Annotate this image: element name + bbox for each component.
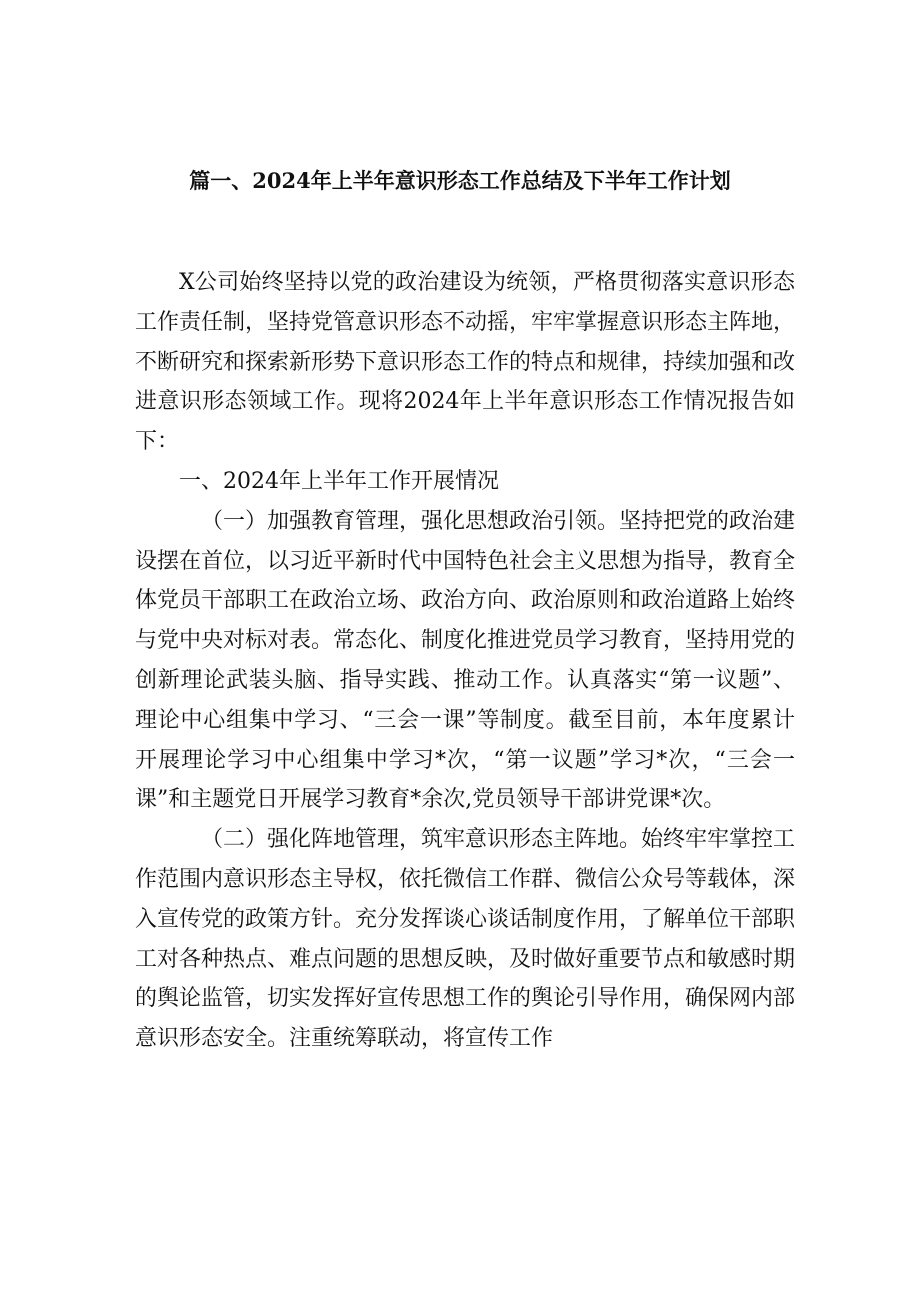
- document-body: [135, 263, 795, 1059]
- section-heading-1: 一、2024年上半年工作开展情况: [179, 468, 499, 494]
- document-title: 篇一、2024年上半年意识形态工作总结及下半年工作计划: [189, 168, 731, 193]
- subsection-paragraph-1: （一）加强教育管理，强化思想政治引领。坚持把党的政治建设摆在首位，以习近平新时代中国特色社会主义思想为指导，教育全体党员干部职工在政治立场、政治方向、政治原则和政治道路上始终与党中央对标对表。常态化、制度化推进党员学习教育，坚持用党的创新理论武装头脑、指导实践、推动工作。认真落实“第一议题”、理论中心组集中学习、“三会一课”等制度。截至目前，本年度累计开展理论学习中心组集中学习*次，“第一议题”学习*次，“三会一课”和主题党日开展学习教育*余次,党员领导干部讲党课*次。: [135, 508, 796, 813]
- intro-paragraph: X公司始终坚持以党的政治建设为统领，严格贯彻落实意识形态工作责任制，坚持党管意识形态不动摇，牢牢掌握意识形态主阵地，不断研究和探索新形势下意识形态工作的特点和规律，持续加强和改进意识形态领域工作。现将2024年上半年意识形态工作情况报告如下：: [135, 270, 796, 455]
- subsection-paragraph-2: （二）强化阵地管理，筑牢意识形态主阵地。始终牢牢掌控工作范围内意识形态主导权，依托微信工作群、微信公众号等载体，深入宣传党的政策方针。充分发挥谈心谈话制度作用，了解单位干部职工对各种热点、难点问题的思想反映，及时做好重要节点和敏感时期的舆论监管，切实发挥好宣传思想工作的舆论引导作用，确保网内部意识形态安全。注重统筹联动，将宣传工作: [135, 827, 796, 1052]
